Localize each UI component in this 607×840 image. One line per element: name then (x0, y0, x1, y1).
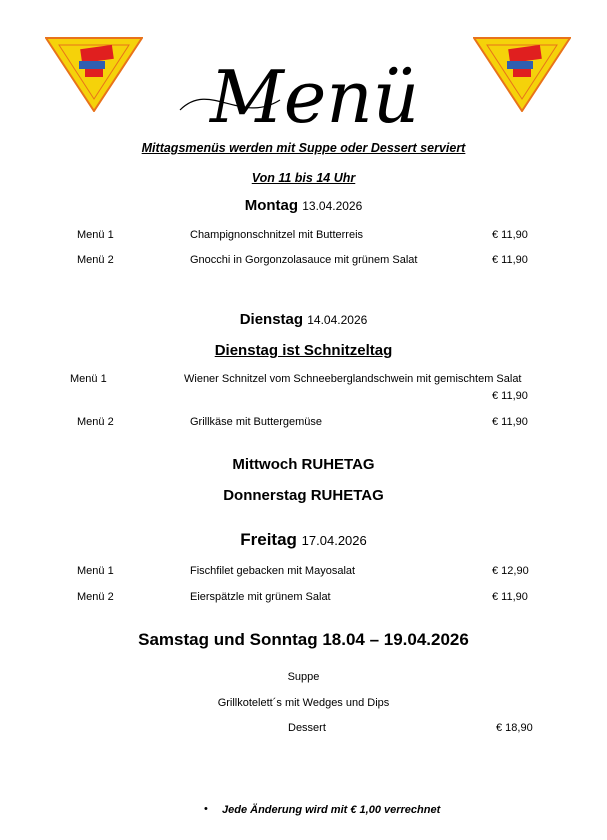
footer-note: Jede Änderung wird mit € 1,00 verrechnet (222, 804, 441, 816)
menu-title (170, 40, 450, 135)
day-heading-montag: Montag 13.04.2026 (244, 197, 363, 214)
weekend-dessert: Dessert (288, 722, 326, 734)
dish: Grillkäse mit Buttergemüse (190, 416, 323, 428)
weekend-heading: Samstag und Sonntag 18.04 – 19.04.2026 (138, 630, 469, 649)
dish: Gnocchi in Gorgonzolasauce mit grünem Salat (190, 254, 418, 266)
bullet-icon: • (204, 803, 208, 815)
subtitle: Mittagsmenüs werden mit Suppe oder Dessert serviert (141, 141, 466, 155)
price: € 11,90 (492, 416, 528, 428)
menu-label: Menü 2 (77, 416, 114, 428)
weekend-main: Grillkotelett´s mit Wedges und Dips (217, 697, 390, 709)
dish: Eierspätzle mit grünem Salat (190, 591, 331, 603)
menu-label: Menü 1 (70, 373, 107, 385)
menu-label: Menü 2 (77, 254, 114, 266)
mittwoch-closed: Mittwoch RUHETAG (232, 456, 375, 473)
restaurant-logo-left (45, 37, 143, 112)
price: € 11,90 (492, 254, 528, 266)
price: € 11,90 (492, 591, 528, 603)
price: € 11,90 (492, 390, 528, 402)
price: € 12,90 (492, 565, 529, 577)
dish: Fischfilet gebacken mit Mayosalat (190, 565, 356, 577)
menu-label: Menü 2 (77, 591, 114, 603)
donnerstag-closed: Donnerstag RUHETAG (223, 487, 384, 504)
dish: Wiener Schnitzel vom Schneeberglandschwein mit gemischtem Salat (184, 373, 522, 385)
schnitzeltag-banner: Dienstag ist Schnitzeltag (214, 342, 393, 359)
day-heading-freitag: Freitag 17.04.2026 (240, 530, 367, 549)
menu-label: Menü 1 (77, 229, 114, 241)
hours: Von 11 bis 14 Uhr (251, 171, 356, 185)
menu-label: Menü 1 (77, 565, 114, 577)
price: € 11,90 (492, 229, 528, 241)
menu-title-text: Menü (210, 55, 420, 135)
dish: Champignonschnitzel mit Butterreis (190, 229, 364, 241)
weekend-soup: Suppe (287, 671, 320, 683)
restaurant-logo-right (473, 37, 571, 112)
weekend-price: € 18,90 (496, 722, 533, 734)
day-heading-dienstag: Dienstag 14.04.2026 (239, 311, 368, 328)
